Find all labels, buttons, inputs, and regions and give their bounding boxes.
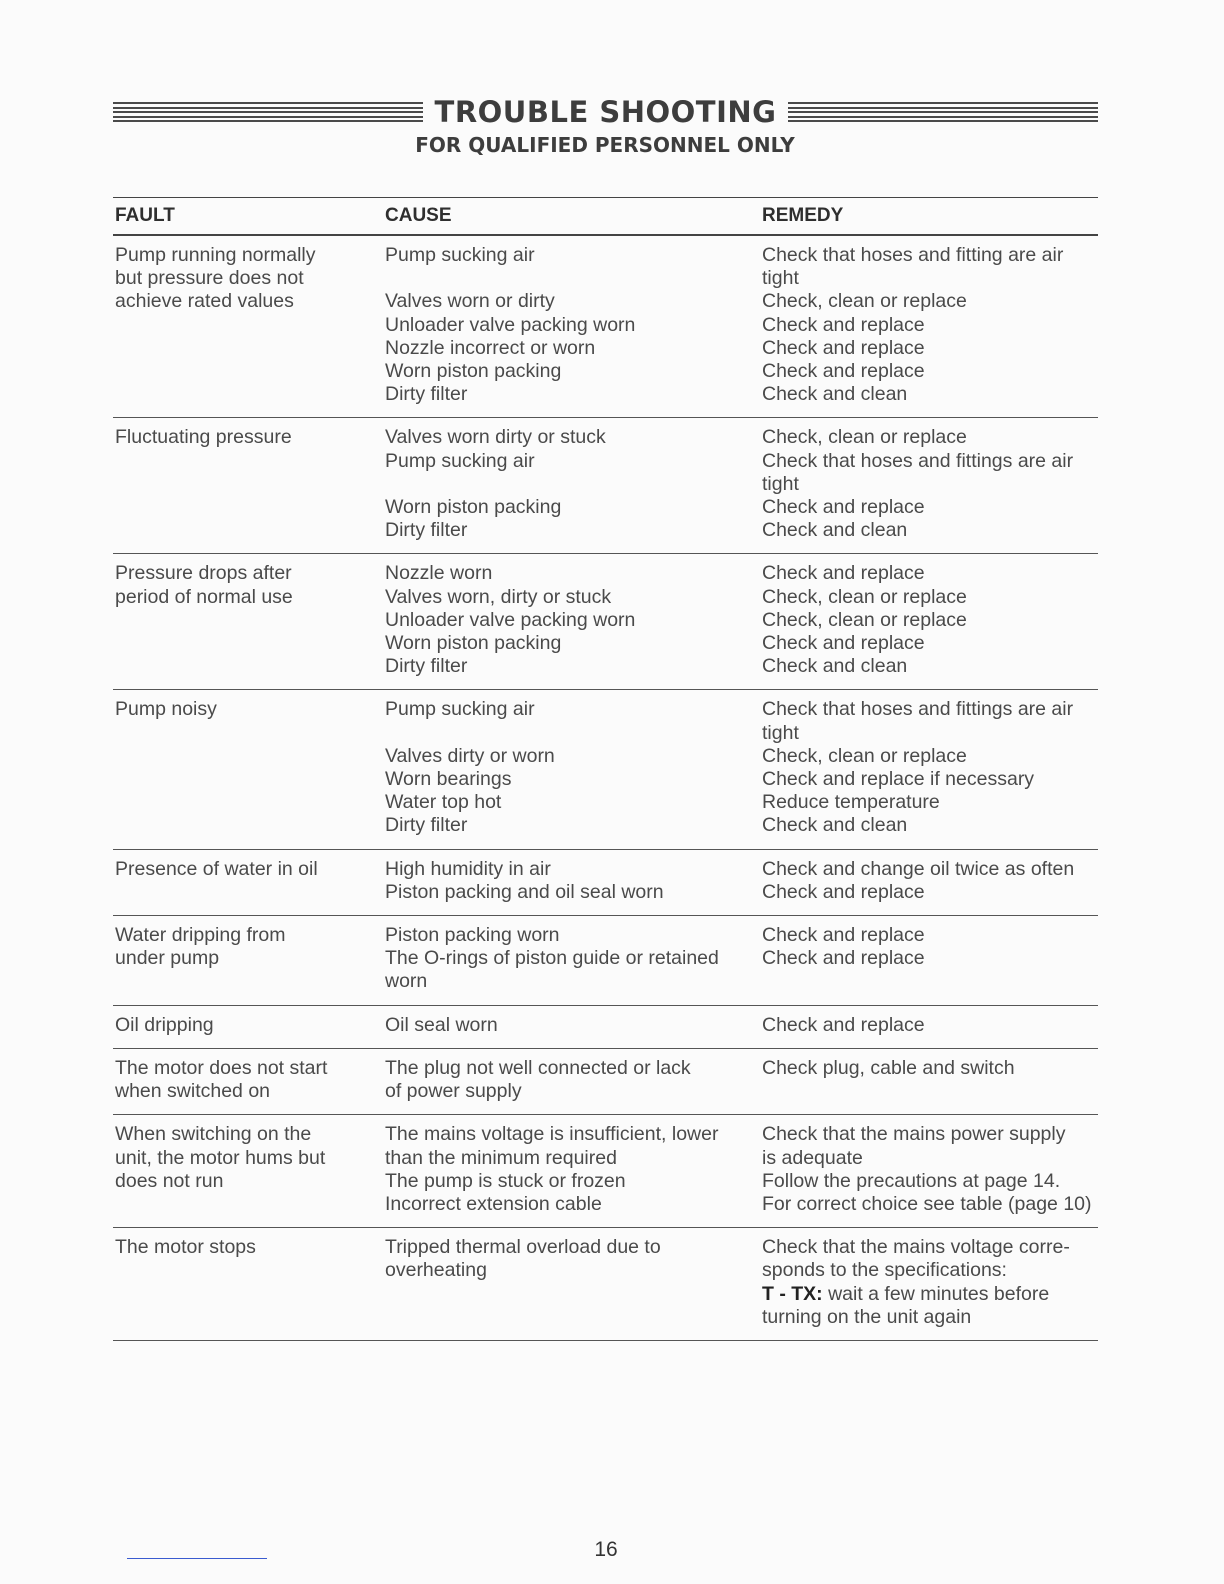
fault-line: when switched on <box>115 1080 271 1103</box>
cause-cell <box>383 916 760 1006</box>
remedy-line: Check, clean or replace <box>762 585 967 608</box>
remedy-line: Check and replace <box>762 496 925 519</box>
table-row <box>113 1048 1098 1114</box>
fault-line: Pump noisy <box>115 698 217 721</box>
fault-line: Presence of water in oil <box>115 857 318 880</box>
remedy-cell <box>760 1228 1098 1341</box>
cause-cell <box>383 1048 760 1114</box>
cause-line: Pump sucking air <box>385 698 535 721</box>
cause-cell <box>383 690 760 849</box>
remedy-line: sponds to the specifications: <box>762 1259 1007 1282</box>
remedy-line: turning on the unit again <box>762 1305 972 1328</box>
fault-line: but pressure does not <box>115 267 304 290</box>
cause-line: overheating <box>385 1259 487 1282</box>
remedy-line: Check, clean or replace <box>762 426 967 449</box>
cause-line: of power supply <box>385 1080 522 1103</box>
table-row <box>113 1115 1098 1228</box>
remedy-line: Check and clean <box>762 519 908 542</box>
remedy-line: Check and replace <box>762 947 925 970</box>
fault-cell <box>113 1005 383 1048</box>
cause-line: Unloader valve packing worn <box>385 608 636 631</box>
table-row <box>113 418 1098 554</box>
cause-line: High humidity in air <box>385 857 551 880</box>
fault-line: The motor stops <box>115 1236 256 1259</box>
cause-line: Pump sucking air <box>385 449 535 472</box>
remedy-line: Check, clean or replace <box>762 290 967 313</box>
page-subtitle: FOR QUALIFIED PERSONNEL ONLY <box>415 133 795 157</box>
remedy-line: Check plug, cable and switch <box>762 1056 1015 1079</box>
cause-cell <box>383 1115 760 1228</box>
cause-line: Oil seal worn <box>385 1013 498 1036</box>
fault-line: Pressure drops after <box>115 562 292 585</box>
cause-line: than the minimum required <box>385 1146 617 1169</box>
cause-line: Valves worn dirty or stuck <box>385 426 606 449</box>
cause-line: Dirty filter <box>385 383 468 406</box>
cause-line: The O-rings of piston guide or retained <box>385 947 719 970</box>
column-header-fault: FAULT <box>113 198 383 236</box>
remedy-cell <box>760 418 1098 554</box>
troubleshooting-table <box>113 197 1098 1341</box>
cause-line: Tripped thermal overload due to <box>385 1236 661 1259</box>
table-row <box>113 1228 1098 1341</box>
remedy-cell <box>760 690 1098 849</box>
page-title: TROUBLE SHOOTING <box>434 95 777 129</box>
title-banner <box>113 95 1098 129</box>
fault-cell <box>113 418 383 554</box>
fault-line: Fluctuating pressure <box>115 426 292 449</box>
remedy-line: Check that the mains voltage corre- <box>762 1236 1070 1259</box>
cause-line: Valves worn, dirty or stuck <box>385 585 612 608</box>
remedy-line: Check that the mains power supply <box>762 1123 1066 1146</box>
cause-line: Dirty filter <box>385 655 468 678</box>
remedy-line: Check and clean <box>762 383 908 406</box>
remedy-line: Check that hoses and fitting are air <box>762 244 1064 266</box>
fault-cell <box>113 1115 383 1228</box>
remedy-line: Check and replace if necessary <box>762 768 1035 791</box>
fault-line: does not run <box>115 1169 224 1192</box>
fault-cell <box>113 554 383 690</box>
table-row <box>113 235 1098 418</box>
cause-line: Worn piston packing <box>385 496 562 519</box>
remedy-line: Check, clean or replace <box>762 608 967 631</box>
fault-cell <box>113 1048 383 1114</box>
cause-line: Dirty filter <box>385 519 468 542</box>
fault-cell <box>113 235 383 418</box>
remedy-cell <box>760 849 1098 915</box>
cause-line: The mains voltage is insufficient, lower <box>385 1123 719 1146</box>
table-row <box>113 690 1098 849</box>
remedy-line: tight <box>762 472 799 495</box>
remedy-line: Follow the precautions at page 14. <box>762 1169 1061 1192</box>
remedy-line: Check that hoses and fittings are air <box>762 698 1074 721</box>
fault-cell <box>113 916 383 1006</box>
remedy-line: Check that hoses and fittings are air <box>762 449 1074 472</box>
remedy-line: Check and clean <box>762 655 908 678</box>
model-label: T - TX: <box>762 1282 823 1305</box>
table-header-row <box>113 198 1098 236</box>
remedy-line: For correct choice see table (page 10) <box>762 1192 1092 1215</box>
cause-cell <box>383 554 760 690</box>
cause-line: The pump is stuck or frozen <box>385 1169 626 1192</box>
cause-line: Piston packing and oil seal worn <box>385 880 664 903</box>
remedy-line: Check and replace <box>762 880 925 903</box>
fault-line: achieve rated values <box>115 290 294 313</box>
remedy-line: Check and clean <box>762 814 908 837</box>
title-rule-right <box>788 102 1098 122</box>
cause-line: Water top hot <box>385 791 502 814</box>
remedy-line: Reduce temperature <box>762 791 940 814</box>
fault-line: period of normal use <box>115 585 293 608</box>
cause-line: Worn bearings <box>385 768 512 791</box>
column-header-cause: CAUSE <box>383 198 760 236</box>
fault-line: under pump <box>115 947 220 970</box>
fault-line: Pump running normally <box>115 244 316 266</box>
table-row <box>113 916 1098 1006</box>
fault-cell <box>113 1228 383 1341</box>
page-number: 16 <box>594 1538 618 1561</box>
cause-line: Worn piston packing <box>385 632 562 655</box>
cause-cell <box>383 418 760 554</box>
remedy-line: Check and replace <box>762 924 925 947</box>
blank-line <box>385 722 760 745</box>
cause-line: Worn piston packing <box>385 360 562 382</box>
table-row <box>113 1005 1098 1048</box>
remedy-cell <box>760 554 1098 690</box>
cause-line: Valves dirty or worn <box>385 744 555 767</box>
remedy-cell <box>760 1048 1098 1114</box>
remedy-line: tight <box>762 721 799 744</box>
cause-line: The plug not well connected or lack <box>385 1056 691 1079</box>
remedy-cell <box>760 1005 1098 1048</box>
cause-line: Piston packing worn <box>385 924 560 947</box>
remedy-cell <box>760 1115 1098 1228</box>
cause-cell <box>383 849 760 915</box>
cause-line: Nozzle incorrect or worn <box>385 336 596 359</box>
blank-line <box>385 473 760 496</box>
table-row <box>113 849 1098 915</box>
cause-line: Pump sucking air <box>385 244 535 266</box>
fault-line: When switching on the <box>115 1123 312 1146</box>
fault-line: unit, the motor hums but <box>115 1146 326 1169</box>
cause-line: Incorrect extension cable <box>385 1192 602 1215</box>
footer-underline <box>127 1558 267 1559</box>
table-row <box>113 554 1098 690</box>
cause-cell <box>383 235 760 418</box>
remedy-line: Check and replace <box>762 632 925 655</box>
remedy-line: Check and replace <box>762 336 925 359</box>
remedy-line: Check and replace <box>762 1013 925 1036</box>
remedy-line: Check, clean or replace <box>762 744 967 767</box>
remedy-line: Check and replace <box>762 360 925 383</box>
cause-cell <box>383 1228 760 1341</box>
remedy-line: Check and replace <box>762 562 925 585</box>
fault-line: Oil dripping <box>115 1013 214 1036</box>
remedy-line: is adequate <box>762 1146 863 1169</box>
column-header-remedy: REMEDY <box>760 198 1098 236</box>
cause-cell <box>383 1005 760 1048</box>
remedy-line: T - TX: wait a few minutes before <box>762 1282 1050 1305</box>
remedy-line: Check and change oil twice as often <box>762 857 1075 880</box>
cause-line: Unloader valve packing worn <box>385 313 636 336</box>
cause-line: Nozzle worn <box>385 562 493 585</box>
fault-line: The motor does not start <box>115 1056 328 1079</box>
cause-line: Valves worn or dirty <box>385 290 555 313</box>
blank-line <box>385 267 760 290</box>
title-rule-left <box>113 102 423 122</box>
remedy-line: Check and replace <box>762 313 925 336</box>
fault-cell <box>113 690 383 849</box>
fault-cell <box>113 849 383 915</box>
remedy-cell <box>760 235 1098 418</box>
fault-line: Water dripping from <box>115 924 286 947</box>
remedy-cell <box>760 916 1098 1006</box>
remedy-line: tight <box>762 267 799 290</box>
cause-line: Dirty filter <box>385 814 468 837</box>
cause-line: worn <box>385 970 428 993</box>
